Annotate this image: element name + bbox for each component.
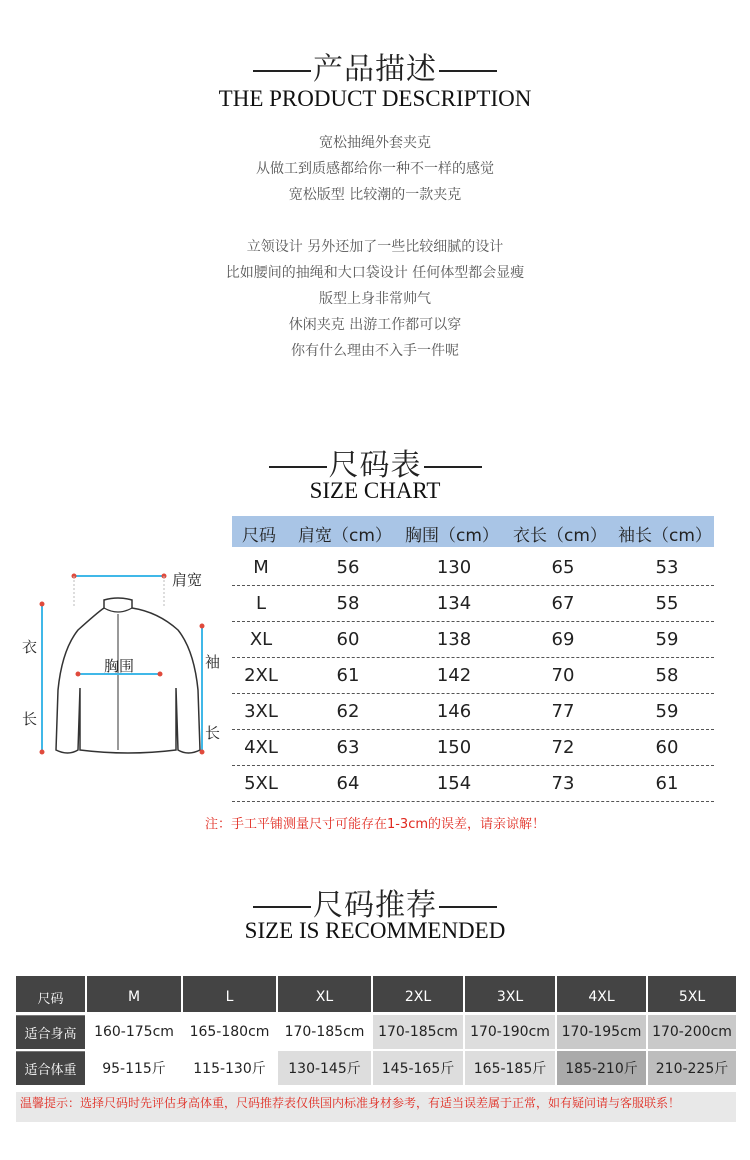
header-cell: 衣长（cm） [513,526,607,546]
height-cell: 170-190cm [465,1015,555,1049]
size-chart-cell: 72 [551,737,575,758]
recommend-title-text: 尺码推荐 [313,888,437,923]
description-line: 休闲夹克 出游工作都可以穿 [288,317,462,333]
description-line: 宽松版型 比较潮的一款夹克 [288,187,462,203]
recommend-subtitle: SIZE IS RECOMMENDED [244,918,506,943]
height-cell: 170-195cm [557,1015,646,1049]
weight-cell: 185-210斤 [557,1051,646,1085]
size-chart-cell: 3XL [244,701,278,722]
title-dash-left [269,466,327,468]
size-chart-cell: 138 [436,629,472,650]
weight-cell: 145-165斤 [373,1051,463,1085]
size-chart-cell: 134 [436,593,472,614]
description-subtitle: THE PRODUCT DESCRIPTION [218,86,532,111]
size-chart-cell: 77 [551,701,575,722]
height-cell: 适合身高 [16,1015,85,1049]
size-chart-cell: M [253,557,269,578]
height-cell: 160-175cm [87,1015,181,1049]
size-chart-cell: 154 [436,773,472,794]
measurement-note: 注：手工平铺测量尺寸可能存在1-3cm的误差，请亲谅解！ [204,817,546,832]
size-chart-cell: 55 [655,593,679,614]
size-chart-cell: 73 [551,773,575,794]
header-cell: 袖长（cm） [618,526,712,546]
weight-cell: 115-130斤 [183,1051,276,1085]
description-line: 从做工到质感都给你一种不一样的感觉 [256,161,494,177]
size-chart-cell: 59 [655,701,679,722]
diagram-label-length-b: 长 [22,710,38,728]
height-cell: 170-185cm [373,1015,463,1049]
header-cell: 胸围（cm） [405,526,499,546]
description-title-text: 产品描述 [313,52,437,87]
diagram-label-length-a: 衣 [22,638,38,656]
header-cell: 尺码 [242,526,276,546]
diagram-label-sleeve-a: 袖 [205,653,221,671]
size-chart-cell: 5XL [244,773,278,794]
weight-cell: 适合体重 [16,1051,85,1085]
description-line: 立领设计 另外还加了一些比较细腻的设计 [246,239,504,255]
size-chart-cell: 64 [336,773,360,794]
weight-cell: 130-145斤 [278,1051,371,1085]
diagram-label-shoulder: 肩宽 [172,571,203,589]
size-chart-cell: L [255,593,267,614]
description-line: 比如腰间的抽绳和大口袋设计 任何体型都会显瘦 [225,265,525,281]
weight-cell: 165-185斤 [465,1051,555,1085]
description-line: 宽松抽绳外套夹克 [319,135,431,151]
weight-cell: 210-225斤 [648,1051,736,1085]
size-chart-row [232,693,714,730]
size-chart-cell: 130 [436,557,472,578]
size-chart-cell: 150 [436,737,472,758]
recommend-header-cell: 4XL [557,976,646,1012]
recommend-header-cell: 尺码 [16,976,85,1012]
description-line: 你有什么理由不入手一件呢 [291,343,459,359]
size-chart-row [232,729,714,766]
size-chart-cell: 70 [551,665,575,686]
size-chart-cell: 60 [336,629,360,650]
size-chart-cell: 62 [336,701,360,722]
title-dash-right [439,70,497,72]
size-chart-cell: 146 [436,701,472,722]
recommend-header-cell: M [87,976,181,1012]
size-chart-cell: 53 [655,557,679,578]
size-chart-row [232,549,714,586]
size-chart-cell: XL [249,629,273,650]
size-chart-cell: 58 [336,593,360,614]
description-line: 版型上身非常帅气 [319,291,431,307]
size-chart-row [232,585,714,622]
height-cell: 165-180cm [183,1015,276,1049]
recommend-header-cell: 5XL [648,976,736,1012]
description-block-1 [0,130,750,208]
size-chart-title-text: 尺码表 [328,448,422,483]
size-chart-subtitle: SIZE CHART [309,478,441,503]
height-cell: 170-200cm [648,1015,736,1049]
height-cell: 170-185cm [278,1015,371,1049]
header-cell: 肩宽（cm） [298,526,392,546]
warning-tip: 温馨提示：选择尺码时先评估身高体重，尺码推荐表仅供国内标准身材参考，有适当误差属于正常，如有疑问请与客服联系！ [16,1092,736,1122]
size-chart-cell: 69 [551,629,575,650]
size-chart-cell: 60 [655,737,679,758]
title-dash-right [439,906,497,908]
title-dash-left [253,70,311,72]
size-chart-cell: 56 [336,557,360,578]
recommend-header-cell: XL [278,976,371,1012]
size-chart-cell: 61 [655,773,679,794]
size-chart-header [232,516,714,547]
title-dash-left [253,906,311,908]
diagram-label-sleeve-b: 长 [205,724,221,742]
size-chart-cell: 65 [551,557,575,578]
size-chart-row [232,657,714,694]
description-title [0,44,750,88]
size-chart-row [232,765,714,802]
recommend-header-cell: 3XL [465,976,555,1012]
size-chart-cell: 2XL [244,665,278,686]
title-dash-right [424,466,482,468]
weight-cell: 95-115斤 [87,1051,181,1085]
size-chart-cell: 4XL [244,737,278,758]
diagram-label-chest: 胸围 [104,657,135,675]
recommend-header-cell: 2XL [373,976,463,1012]
size-chart-cell: 142 [436,665,472,686]
recommend-header-cell: L [183,976,276,1012]
size-chart-cell: 59 [655,629,679,650]
size-chart-row [232,621,714,658]
size-chart-cell: 63 [336,737,360,758]
description-block-2 [0,234,750,364]
size-chart-cell: 58 [655,665,679,686]
size-chart-cell: 61 [336,665,360,686]
size-chart-cell: 67 [551,593,575,614]
